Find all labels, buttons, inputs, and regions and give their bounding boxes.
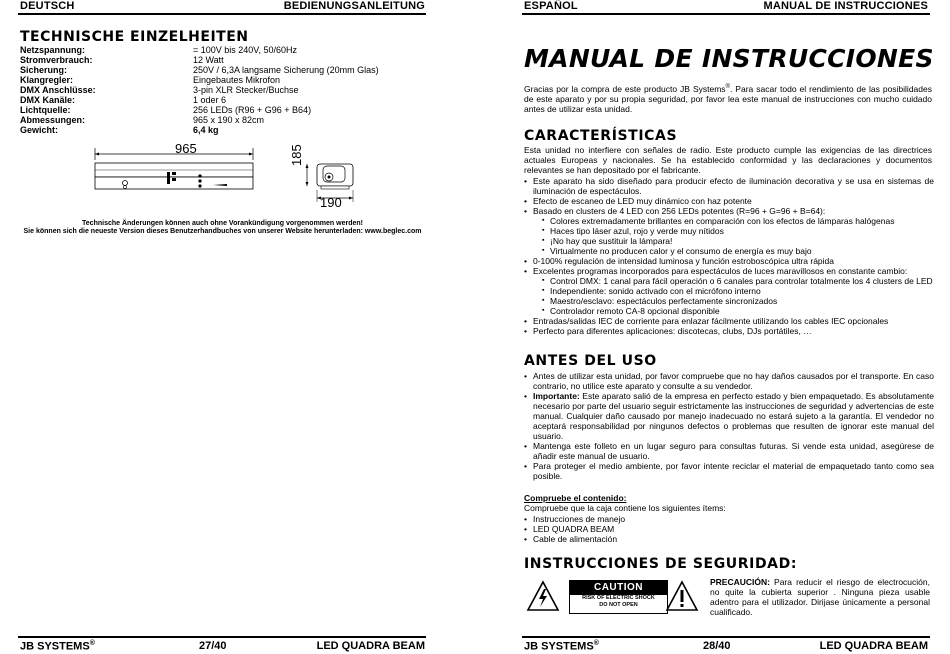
intro-reg-mark: ®: [725, 84, 730, 90]
header-rule: [522, 13, 930, 15]
header-language: DEUTSCH: [20, 0, 75, 12]
footer-product: LED QUADRA BEAM: [316, 640, 425, 652]
footer-page-number: 28/40: [703, 640, 731, 652]
list-item: • Efecto de escaneo de LED muy dinámico con haz potente: [524, 196, 934, 206]
precaution-body: Para reducir el riesgo de electrocución, no quite la cubierta superior . Ninguna pieza usable adentro para el utilizador. Dirijase únicamente a personal cualificado.: [710, 577, 930, 617]
list-item-text: Antes de utilizar esta unidad, por favor compruebe que no hay daños causados por el transporte. En caso contrario, no utilice este aparato y consulte a su vendedor.: [533, 371, 934, 391]
features-intro: Esta unidad no interfiere con señales de radio. Este producto cumple las exigencias de las directrices actuales Europeas y nacionales. Se ha establecido conformidad y las declaraciones y documentos relevantes se han depositado por el fabricante.: [524, 145, 932, 175]
list-item: [524, 391, 934, 441]
page-title: MANUAL DE INSTRUCCIONES: [524, 44, 934, 73]
dimension-height-label: 185: [289, 144, 304, 166]
spec-label: DMX Kanäle:: [20, 95, 76, 105]
footer-reg-mark: ®: [89, 640, 95, 647]
check-contents-title: [524, 493, 932, 503]
section-title-features: CARACTERÍSTICAS: [524, 128, 678, 144]
spec-value: 3-pin XLR Stecker/Buchse: [193, 85, 299, 95]
list-item: ▪ Maestro/esclavo: espectáculos perfectamente sincronizados: [524, 296, 934, 306]
dimension-width-label: 965: [175, 141, 197, 156]
footer-rule: [522, 636, 930, 638]
spec-value: 12 Watt: [193, 55, 224, 65]
list-item: ▪ Control DMX: 1 canal para fácil operación o 6 canales para controlar totalmente los 4 clusters de LED: [524, 276, 934, 286]
exclamation-warning-icon: [665, 580, 699, 612]
spec-label: Gewicht:: [20, 125, 59, 135]
spec-value: 6,4 kg: [193, 125, 219, 135]
list-item: • LED QUADRA BEAM: [524, 524, 934, 534]
header-manual-title: BEDIENUNGSANLEITUNG: [283, 0, 425, 12]
footer-product: LED QUADRA BEAM: [819, 640, 928, 652]
list-item: [524, 461, 934, 481]
spec-value: 256 LEDs (R96 + G96 + B64): [193, 105, 312, 115]
header-language: ESPAÑOL: [524, 0, 578, 12]
download-notice: Sie können sich die neueste Version dieses Benutzerhandbuches von unserer Website herunterladen: www.beglec.com: [23, 228, 422, 235]
section-title-safety: INSTRUCCIONES DE SEGURIDAD:: [524, 556, 798, 572]
list-item: ▪ ¡No hay que sustituir la lámpara!: [524, 236, 934, 246]
precaution-text: [710, 577, 930, 617]
spec-label: Abmessungen:: [20, 115, 86, 125]
intro-text-a: Gracias por la compra de este producto JB Systems: [524, 83, 726, 94]
caution-label: [569, 580, 668, 614]
list-item: • Cable de alimentación: [524, 534, 934, 544]
list-item: ▪ Virtualmente no producen calor y el consumo de energía es muy bajo: [524, 246, 934, 256]
list-item: [524, 371, 934, 391]
precaution-label: PRECAUCIÓN:: [710, 577, 770, 587]
list-item: ▪ Controlador remoto CA-8 opcional disponible: [524, 306, 934, 316]
list-item: • Este aparato ha sido diseñado para producir efecto de iluminación decorativa y se usa en sistemas de iluminación de espectáculos.: [524, 176, 934, 196]
header-manual-title: MANUAL DE INSTRUCCIONES: [763, 0, 928, 12]
check-contents-intro: Compruebe que la caja contiene los siguientes ítems:: [524, 503, 726, 513]
list-item: • Excelentes programas incorporados para espectáculos de luces maravillosos en constante cambio:: [524, 266, 934, 276]
footer-brand: [524, 640, 599, 653]
footer-brand-text: JB SYSTEMS: [20, 640, 90, 653]
spec-value: Eingebautes Mikrofon: [193, 75, 281, 85]
spec-label: Netzspannung:: [20, 45, 85, 55]
spec-label: DMX Anschlüsse:: [20, 85, 96, 95]
list-item-text: Para proteger el medio ambiente, por favor intente reciclar el material de empaquetado tanto como sea posible.: [533, 461, 934, 481]
list-item: • Perfecto para diferentes aplicaciones: discotecas, clubs, DJs portátiles, …: [524, 326, 934, 336]
features-list: [524, 176, 934, 336]
electric-shock-warning-icon: [526, 580, 560, 612]
section-title-before-use: ANTES DEL USO: [524, 353, 657, 369]
spec-label: Lichtquelle:: [20, 105, 71, 115]
change-notice: Technische Änderungen können auch ohne Vorankündigung vorgenommen werden!: [82, 220, 363, 227]
spec-label: Klangregler:: [20, 75, 74, 85]
footer-reg-mark: ®: [593, 640, 599, 647]
list-item: ▪ Colores extremadamente brillantes en comparación con los efectos de lámparas halógenas: [524, 216, 934, 226]
list-item: • Basado en clusters de 4 LED con 256 LEDs potentes (R=96 + G=96 + B=64):: [524, 206, 934, 216]
section-title-specs: TECHNISCHE EINZELHEITEN: [20, 29, 249, 45]
spec-value: = 100V bis 240V, 50/60Hz: [193, 45, 297, 55]
list-item: • Entradas/salidas IEC de corriente para enlazar fácilmente utilizando los cables IEC opcionales: [524, 316, 934, 326]
list-item: ▪ Haces tipo láser azul, rojo y verde muy nítidos: [524, 226, 934, 236]
dimension-depth-label: 190: [320, 195, 342, 210]
before-use-list: [524, 371, 934, 481]
list-item-text: Este aparato salió de la empresa en perfecto estado y bien empaquetado. Es absolutamente necesario por parte del usuario seguir estrictamente las instrucciones de seguridad y advertencias de este manual. Cualquier daño causado por manejo inadecuado no estará sujeto a la garantía. El vendedor no aceptará responsabilidad por ningunos defectos o problemas que resulten de ignorar este manual del usuario.: [533, 391, 934, 441]
spec-value: 250V / 6,3A langsame Sicherung (20mm Glas): [193, 65, 379, 75]
list-item-bold: Importante:: [533, 391, 580, 401]
list-item: [524, 441, 934, 461]
footer-page-number: 27/40: [199, 640, 227, 652]
caution-title: CAUTION: [570, 581, 667, 595]
spec-value: 1 oder 6: [193, 95, 227, 105]
spec-value: 965 x 190 x 82cm: [193, 115, 265, 125]
spec-label: Stromverbrauch:: [20, 55, 93, 65]
caution-open-text: DO NOT OPEN: [599, 602, 638, 608]
intro-paragraph: [524, 82, 932, 114]
footer-brand-text: JB SYSTEMS: [524, 640, 594, 653]
intro-text-b: . Para sacar todo el rendimiento de las posibilidades de este aparato y por su propia seguridad, por favor lea este manual de instrucciones con mucho cuidado antes de utilizar esta unidad.: [524, 83, 932, 114]
check-contents-heading: Compruebe el contenido:: [524, 493, 627, 503]
spec-label: Sicherung:: [20, 65, 68, 75]
list-item: • 0-100% regulación de intensidad luminosa y función estroboscópica ultra rápida: [524, 256, 934, 266]
list-item-text: Mantenga este folleto en un lugar seguro para consultas futuras. Si vende esta unidad, asegúrese de añadir este manual de usuario.: [533, 441, 934, 461]
check-contents-list: [524, 514, 934, 544]
list-item: ▪ Independiente: sonido activado con el micrófono interno: [524, 286, 934, 296]
caution-shock-text: RISK OF ELECTRIC SHOCK: [582, 595, 655, 601]
list-item: • Instrucciones de manejo: [524, 514, 934, 524]
